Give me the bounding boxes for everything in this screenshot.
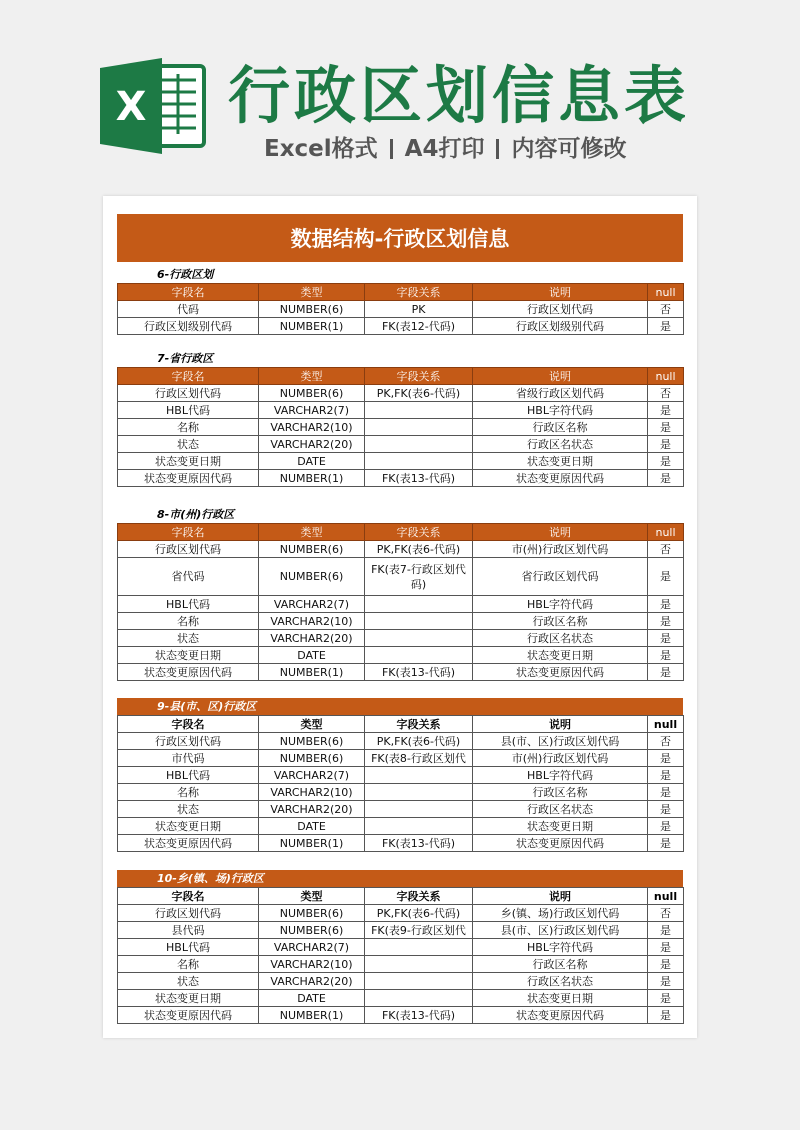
table-cell: NUMBER(1): [259, 1007, 365, 1024]
subtitle-print: A4打印: [404, 136, 485, 162]
table-cell: DATE: [259, 453, 365, 470]
table-cell: PK: [365, 301, 473, 318]
table-cell: [365, 990, 473, 1007]
page-header: [0, 0, 800, 190]
table-cell: 行政区划代码: [118, 385, 259, 402]
table-cell: 状态变更日期: [473, 453, 648, 470]
table-row: [118, 1007, 684, 1024]
table-cell: 行政区名称: [473, 784, 648, 801]
table-cell: 行政区划级别代码: [473, 318, 648, 335]
table-cell: HBL字符代码: [473, 402, 648, 419]
table-cell: 是: [648, 318, 684, 335]
table-cell: VARCHAR2(7): [259, 939, 365, 956]
table-cell: [365, 453, 473, 470]
column-header: 字段名: [118, 284, 259, 301]
table-cell: 行政区划代码: [118, 905, 259, 922]
table-cell: [365, 956, 473, 973]
table-header-row: [118, 368, 684, 385]
table-cell: 否: [648, 541, 684, 558]
table-cell: 是: [648, 922, 684, 939]
table-cell: VARCHAR2(20): [259, 973, 365, 990]
table-cell: 行政区名称: [473, 419, 648, 436]
table-cell: 状态变更日期: [118, 647, 259, 664]
table-cell: 行政区划代码: [473, 301, 648, 318]
table-cell: NUMBER(6): [259, 541, 365, 558]
table-cell: 状态: [118, 973, 259, 990]
section-title: 9-县(市、区)行政区: [117, 698, 683, 715]
page-title: 行政区划信息表: [228, 59, 691, 132]
table-cell: VARCHAR2(20): [259, 801, 365, 818]
table-cell: 是: [648, 596, 684, 613]
table-cell: 状态变更原因代码: [473, 835, 648, 852]
table-cell: HBL字符代码: [473, 596, 648, 613]
table-cell: 行政区名称: [473, 956, 648, 973]
table-cell: VARCHAR2(10): [259, 956, 365, 973]
table-cell: 是: [648, 664, 684, 681]
column-header: 类型: [259, 716, 365, 733]
column-header: null: [648, 368, 684, 385]
table-cell: 是: [648, 630, 684, 647]
table-row: [118, 750, 684, 767]
table-row: [118, 664, 684, 681]
table-cell: 是: [648, 835, 684, 852]
table-section: [117, 698, 683, 852]
table-cell: [365, 436, 473, 453]
document-sheet: [103, 196, 697, 1038]
section-title: 7-省行政区: [157, 352, 214, 365]
table-cell: 是: [648, 419, 684, 436]
table-cell: DATE: [259, 647, 365, 664]
table-row: [118, 939, 684, 956]
table-cell: HBL代码: [118, 767, 259, 784]
section-title: 6-行政区划: [157, 268, 214, 281]
table-cell: 是: [648, 613, 684, 630]
table-cell: VARCHAR2(20): [259, 630, 365, 647]
table-cell: 状态变更原因代码: [118, 835, 259, 852]
table-cell: 县代码: [118, 922, 259, 939]
table-header-row: [118, 888, 684, 905]
table-cell: 行政区划级别代码: [118, 318, 259, 335]
column-header: 字段关系: [365, 368, 473, 385]
table-cell: 是: [648, 939, 684, 956]
table-cell: NUMBER(1): [259, 664, 365, 681]
column-header: 字段名: [118, 888, 259, 905]
table-cell: PK,FK(表6-代码): [365, 541, 473, 558]
table-cell: 否: [648, 733, 684, 750]
excel-icon: [100, 58, 208, 154]
column-header: 说明: [473, 888, 648, 905]
table-cell: PK,FK(表6-代码): [365, 733, 473, 750]
table-row: [118, 956, 684, 973]
table-row: [118, 818, 684, 835]
table-cell: 名称: [118, 784, 259, 801]
table-section: [117, 506, 683, 681]
table-cell: FK(表9-行政区划代: [365, 922, 473, 939]
table-cell: 状态变更日期: [118, 818, 259, 835]
table-cell: 否: [648, 905, 684, 922]
table-cell: 省代码: [118, 558, 259, 596]
table-header-row: [118, 284, 684, 301]
column-header: 字段关系: [365, 524, 473, 541]
table-row: [118, 630, 684, 647]
column-header: 说明: [473, 368, 648, 385]
table-cell: 乡(镇、场)行政区划代码: [473, 905, 648, 922]
table-cell: 是: [648, 470, 684, 487]
column-header: null: [648, 888, 684, 905]
table-cell: 状态变更日期: [473, 990, 648, 1007]
table-cell: [365, 402, 473, 419]
table-row: [118, 453, 684, 470]
table-row: [118, 922, 684, 939]
field-table: [117, 283, 684, 335]
table-cell: NUMBER(6): [259, 922, 365, 939]
table-cell: 是: [648, 453, 684, 470]
column-header: 字段关系: [365, 888, 473, 905]
table-row: [118, 784, 684, 801]
table-cell: FK(表13-代码): [365, 470, 473, 487]
table-cell: NUMBER(6): [259, 905, 365, 922]
table-section: [117, 266, 683, 335]
table-cell: 名称: [118, 419, 259, 436]
table-cell: FK(表7-行政区划代码): [365, 558, 473, 596]
table-row: [118, 301, 684, 318]
table-row: [118, 801, 684, 818]
document-banner: 数据结构-行政区划信息: [117, 214, 683, 262]
table-cell: FK(表13-代码): [365, 835, 473, 852]
table-cell: FK(表13-代码): [365, 664, 473, 681]
table-cell: 是: [648, 647, 684, 664]
field-table: [117, 523, 684, 681]
table-cell: VARCHAR2(10): [259, 613, 365, 630]
table-cell: 行政区名称: [473, 613, 648, 630]
table-cell: 状态变更日期: [473, 647, 648, 664]
table-row: [118, 613, 684, 630]
table-cell: 状态: [118, 436, 259, 453]
column-header: 说明: [473, 716, 648, 733]
table-row: [118, 733, 684, 750]
table-cell: 状态变更日期: [473, 818, 648, 835]
table-cell: 市(州)行政区划代码: [473, 750, 648, 767]
table-cell: [365, 596, 473, 613]
table-cell: [365, 939, 473, 956]
table-cell: HBL代码: [118, 939, 259, 956]
column-header: null: [648, 716, 684, 733]
column-header: 字段名: [118, 368, 259, 385]
table-cell: 行政区名状态: [473, 436, 648, 453]
excel-icon-letter: X: [115, 84, 147, 130]
table-cell: DATE: [259, 990, 365, 1007]
table-cell: 状态变更原因代码: [473, 1007, 648, 1024]
table-cell: [365, 784, 473, 801]
table-cell: NUMBER(6): [259, 385, 365, 402]
table-row: [118, 973, 684, 990]
table-cell: 行政区名状态: [473, 630, 648, 647]
table-row: [118, 558, 684, 596]
table-cell: 状态变更原因代码: [118, 664, 259, 681]
table-cell: 是: [648, 801, 684, 818]
table-cell: 代码: [118, 301, 259, 318]
table-cell: 是: [648, 784, 684, 801]
table-cell: 是: [648, 973, 684, 990]
table-cell: HBL字符代码: [473, 939, 648, 956]
subtitle-format: Excel格式: [264, 136, 378, 162]
section-title: 10-乡(镇、场)行政区: [117, 870, 683, 887]
table-cell: 是: [648, 750, 684, 767]
table-section: [117, 350, 683, 487]
table-cell: 县(市、区)行政区划代码: [473, 922, 648, 939]
table-cell: 状态变更原因代码: [118, 470, 259, 487]
table-cell: HBL字符代码: [473, 767, 648, 784]
table-cell: 是: [648, 558, 684, 596]
page-subtitle: [264, 130, 704, 163]
table-cell: 县(市、区)行政区划代码: [473, 733, 648, 750]
table-cell: 省行政区划代码: [473, 558, 648, 596]
table-cell: [365, 818, 473, 835]
field-table: [117, 367, 684, 487]
column-header: 类型: [259, 524, 365, 541]
field-table: [117, 887, 684, 1024]
table-row: [118, 419, 684, 436]
table-row: [118, 402, 684, 419]
table-row: [118, 470, 684, 487]
column-header: 说明: [473, 524, 648, 541]
column-header: 类型: [259, 368, 365, 385]
table-section: [117, 870, 683, 1024]
table-cell: VARCHAR2(10): [259, 419, 365, 436]
table-cell: PK,FK(表6-代码): [365, 385, 473, 402]
table-cell: 是: [648, 767, 684, 784]
table-cell: 状态: [118, 630, 259, 647]
table-cell: [365, 613, 473, 630]
subtitle-separator: [390, 139, 393, 159]
table-row: [118, 436, 684, 453]
table-row: [118, 835, 684, 852]
table-cell: VARCHAR2(7): [259, 596, 365, 613]
table-cell: 行政区划代码: [118, 541, 259, 558]
table-cell: VARCHAR2(10): [259, 784, 365, 801]
table-cell: NUMBER(6): [259, 301, 365, 318]
column-header: 字段关系: [365, 716, 473, 733]
column-header: 字段关系: [365, 284, 473, 301]
table-cell: NUMBER(6): [259, 558, 365, 596]
table-row: [118, 990, 684, 1007]
table-cell: 名称: [118, 613, 259, 630]
table-cell: 状态变更日期: [118, 990, 259, 1007]
table-cell: DATE: [259, 818, 365, 835]
table-cell: [365, 647, 473, 664]
table-cell: PK,FK(表6-代码): [365, 905, 473, 922]
table-row: [118, 318, 684, 335]
table-cell: 省级行政区划代码: [473, 385, 648, 402]
table-row: [118, 541, 684, 558]
table-cell: [365, 973, 473, 990]
table-cell: 状态: [118, 801, 259, 818]
table-row: [118, 596, 684, 613]
table-cell: NUMBER(6): [259, 733, 365, 750]
table-cell: VARCHAR2(7): [259, 402, 365, 419]
table-cell: FK(表8-行政区划代: [365, 750, 473, 767]
table-cell: VARCHAR2(7): [259, 767, 365, 784]
table-cell: 行政区名状态: [473, 801, 648, 818]
table-cell: [365, 630, 473, 647]
table-cell: HBL代码: [118, 402, 259, 419]
table-header-row: [118, 524, 684, 541]
subtitle-separator: [496, 139, 499, 159]
section-title: 8-市(州)行政区: [157, 508, 235, 521]
table-cell: 是: [648, 402, 684, 419]
table-cell: 状态变更日期: [118, 453, 259, 470]
table-row: [118, 385, 684, 402]
field-table: [117, 715, 684, 852]
table-cell: 市(州)行政区划代码: [473, 541, 648, 558]
table-cell: VARCHAR2(20): [259, 436, 365, 453]
table-cell: 是: [648, 1007, 684, 1024]
table-cell: 行政区划代码: [118, 733, 259, 750]
table-cell: 是: [648, 990, 684, 1007]
table-cell: 是: [648, 436, 684, 453]
table-cell: NUMBER(1): [259, 470, 365, 487]
table-cell: 行政区名状态: [473, 973, 648, 990]
table-row: [118, 647, 684, 664]
table-row: [118, 767, 684, 784]
table-cell: FK(表12-代码): [365, 318, 473, 335]
table-cell: 名称: [118, 956, 259, 973]
table-cell: 状态变更原因代码: [473, 470, 648, 487]
column-header: 字段名: [118, 524, 259, 541]
table-cell: NUMBER(1): [259, 318, 365, 335]
table-cell: 状态变更原因代码: [118, 1007, 259, 1024]
column-header: 类型: [259, 284, 365, 301]
table-cell: 否: [648, 301, 684, 318]
table-cell: HBL代码: [118, 596, 259, 613]
table-cell: [365, 767, 473, 784]
table-cell: 是: [648, 956, 684, 973]
table-row: [118, 905, 684, 922]
column-header: null: [648, 524, 684, 541]
table-cell: NUMBER(1): [259, 835, 365, 852]
table-cell: 否: [648, 385, 684, 402]
column-header: 字段名: [118, 716, 259, 733]
table-cell: 状态变更原因代码: [473, 664, 648, 681]
table-cell: [365, 801, 473, 818]
table-header-row: [118, 716, 684, 733]
table-cell: 是: [648, 818, 684, 835]
table-cell: [365, 419, 473, 436]
table-cell: NUMBER(6): [259, 750, 365, 767]
table-cell: FK(表13-代码): [365, 1007, 473, 1024]
column-header: null: [648, 284, 684, 301]
subtitle-editable: 内容可修改: [511, 136, 627, 162]
column-header: 说明: [473, 284, 648, 301]
column-header: 类型: [259, 888, 365, 905]
table-cell: 市代码: [118, 750, 259, 767]
